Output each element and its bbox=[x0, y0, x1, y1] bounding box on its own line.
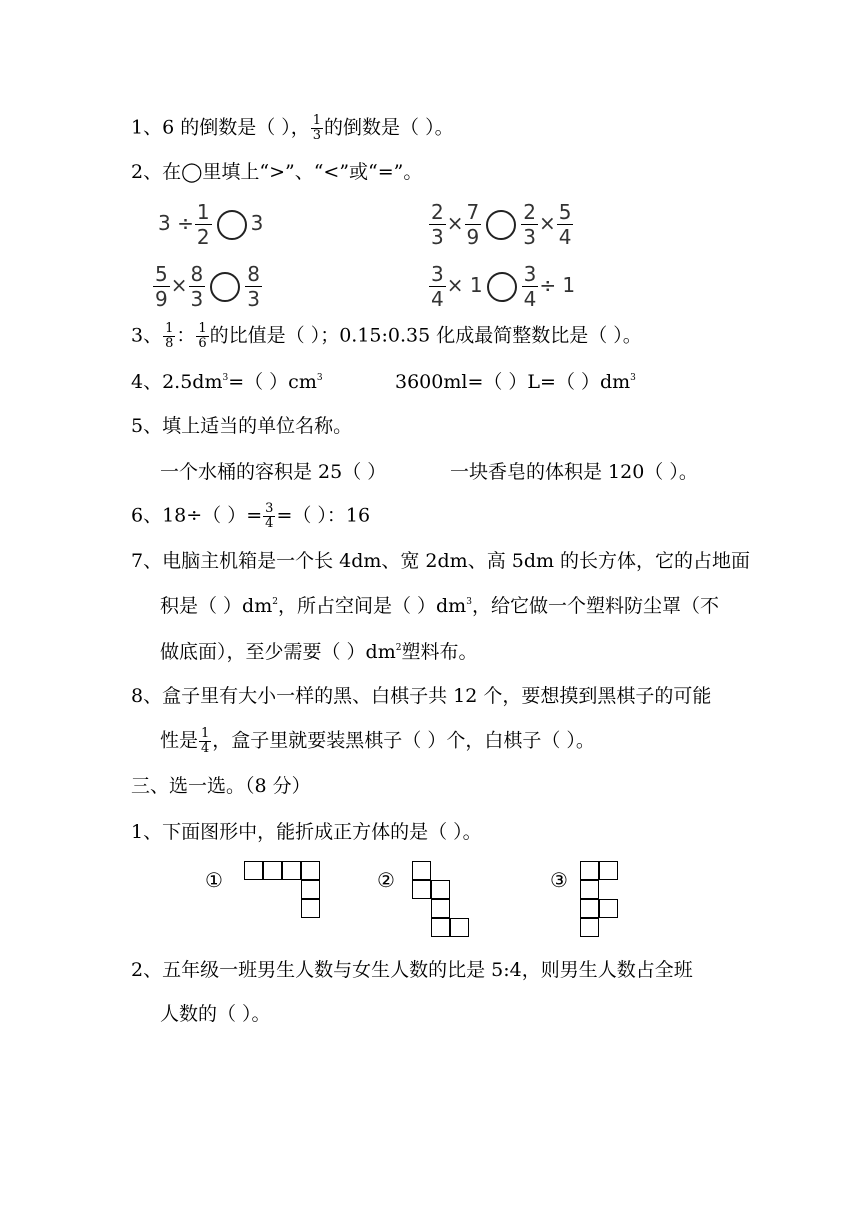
compare-expr-3: $\frac{5}{9}$ × $\frac{8}{3}$ $\frac{8}{3}$ bbox=[155, 262, 260, 311]
choice-question-2-line-1: 2、五年级一班男生人数与女生人数的比是 5:4，则男生人数占全班 bbox=[131, 959, 693, 981]
question-4-part-2: 3600ml=（ ）L=（ ）$dm^3$ bbox=[395, 371, 636, 393]
question-8-line-1: 8、盒子里有大小一样的黑、白棋子共 12 个，要想摸到黑棋子的可能 bbox=[131, 685, 712, 707]
compare-circle[interactable] bbox=[487, 272, 517, 302]
option-label-2: ② bbox=[377, 868, 395, 892]
question-3: 3、 $\frac{1}{8}$ ： $\frac{1}{6}$ 的比值是（ ）；0.15:0.35 化成最简整数比是（ ）。 bbox=[131, 321, 642, 351]
question-5: 5、填上适当的单位名称。 bbox=[131, 415, 353, 437]
question-1: 1、6 的倒数是（ ）， $\frac{1}{3}$ 的倒数是（ ）。 bbox=[131, 113, 454, 143]
question-7-line-1: 7、电脑主机箱是一个长 4dm、宽 2dm、高 5dm 的长方体，它的占地面 bbox=[131, 550, 751, 572]
question-5-a: 一个水桶的容积是 25（ ） bbox=[160, 461, 387, 483]
question-8-line-2: 性是 $\frac{1}{4}$ ，盒子里就要装黑棋子（ ）个，白棋子（ ）。 bbox=[160, 726, 595, 756]
section-3-title: 三、选一选。（8 分） bbox=[131, 775, 311, 797]
choice-question-1: 1、下面图形中，能折成正方体的是（ ）。 bbox=[131, 821, 482, 843]
question-7-line-3: 做底面），至少需要（ ）$dm^2$塑料布。 bbox=[160, 641, 478, 663]
question-2: 2、在◯里填上“>”、“<”或“=”。 bbox=[131, 161, 423, 183]
fraction: $\frac{1}{3}$ bbox=[312, 113, 322, 143]
option-label-1: ① bbox=[205, 868, 223, 892]
compare-expr-4: $\frac{3}{4}$ × 1 $\frac{3}{4}$ ÷ 1 bbox=[431, 262, 576, 311]
compare-expr-2: $\frac{2}{3}$ × $\frac{7}{9}$ $\frac{2}{3}$ × $\frac{5}{4}$ bbox=[431, 200, 572, 249]
question-6: 6、18÷（ ）= $\frac{3}{4}$ =（ ）：16 bbox=[131, 501, 371, 531]
compare-circle[interactable] bbox=[217, 210, 247, 240]
compare-circle[interactable] bbox=[210, 272, 240, 302]
compare-expr-1: 3 ÷ $\frac{1}{2}$ 3 bbox=[158, 200, 264, 249]
choice-question-2-line-2: 人数的（ ）。 bbox=[160, 1003, 271, 1025]
question-7-line-2: 积是（ ）$dm^2$，所占空间是（ ）$dm^3$，给它做一个塑料防尘罩（不 bbox=[160, 595, 719, 617]
question-5-b: 一块香皂的体积是 120（ ）。 bbox=[450, 461, 698, 483]
option-label-3: ③ bbox=[550, 868, 568, 892]
question-4: 4、$2.5dm^3=$（ ）$cm^3$ bbox=[131, 371, 323, 393]
compare-circle[interactable] bbox=[486, 210, 516, 240]
